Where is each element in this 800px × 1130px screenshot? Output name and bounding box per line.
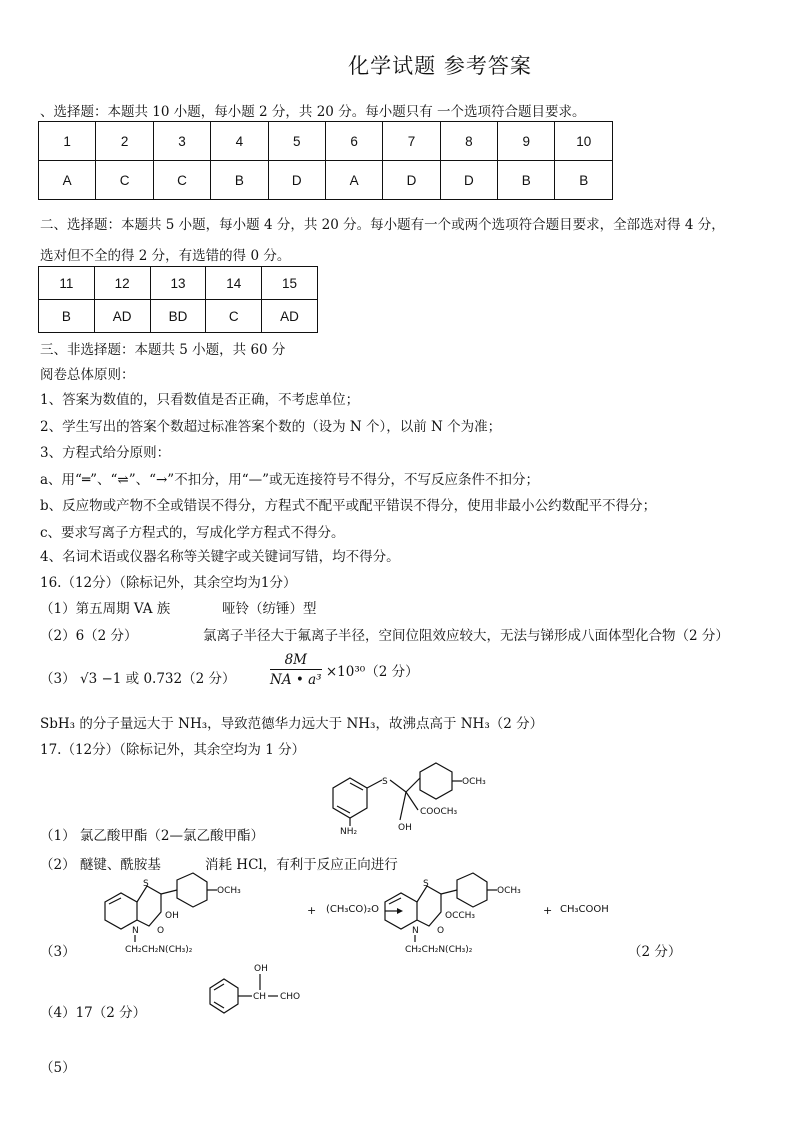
q17-part2-b: 消耗 HCl，有利于反应正向进行 <box>205 857 398 873</box>
q16-part3-fraction <box>270 652 419 688</box>
table-row-numbers <box>39 122 613 161</box>
rule-4: 4、名词术语或仪器名称等关键字或关键词写错，均不得分。 <box>40 549 400 565</box>
rule-1: 1、答案为数值的，只看数值是否正确，不考虑单位； <box>40 392 360 408</box>
label-oh: OH <box>165 911 179 921</box>
label-och3: OCH₃ <box>462 777 486 787</box>
benzene-ring-1 <box>333 778 367 818</box>
q16-part1-b: 哑铃（纺锤）型 <box>222 601 317 617</box>
rule-3a: a、用“═”、“⇌”、“→”不扣分，用“—”或无连接符号不得分，不写反应条件不扣分； <box>40 472 540 488</box>
q16-part3-tail: ×10³⁰（2 分） <box>325 664 419 680</box>
table-cell-question-number-6: 6 <box>325 122 382 161</box>
rule-3b: b、反应物或产物不全或错误不得分，方程式不配平或配平错误不得分，使用非最小公约数配平不得分； <box>40 498 657 514</box>
benzene-ring-2 <box>420 763 452 799</box>
svg-text:CH: CH <box>253 992 267 1002</box>
table-cell-answer-1: B <box>39 300 95 333</box>
section2-answer-table <box>38 266 318 333</box>
q17-part4: （4）17（2 分） <box>40 1005 147 1021</box>
principles-title: 阅卷总体原则： <box>40 367 135 383</box>
table-cell-question-number-9: 9 <box>498 122 555 161</box>
bond <box>400 792 406 820</box>
thiazepine-ring <box>417 886 441 926</box>
table-cell-answer-3: C <box>153 161 210 200</box>
table-cell-question-number-1: 1 <box>39 122 96 161</box>
label-nh2: NH₂ <box>340 827 358 837</box>
reaction-product-structure <box>365 872 565 957</box>
table-row-answers <box>39 161 613 200</box>
bond <box>367 780 382 788</box>
q16-part1-a: （1）第五周期 VA 族 <box>40 601 171 617</box>
bond <box>390 780 406 792</box>
page-title: 化学试题 参考答案 <box>348 54 532 78</box>
structure-4-chemical-drawing <box>200 960 320 1020</box>
reaction-plus-2: + <box>543 904 553 917</box>
table-cell-question-number-2: 2 <box>96 122 153 161</box>
table-row-answers <box>39 300 318 333</box>
table-cell-question-number-3: 13 <box>150 267 206 300</box>
q16-header: 16.（12分）（除标记外，其余空均为1分） <box>40 575 297 591</box>
label-oh: OH <box>254 964 268 974</box>
section2-heading-line2: 选对但不全的得 2 分，有选错的得 0 分。 <box>40 248 291 264</box>
table-cell-answer-6: A <box>325 161 382 200</box>
table-cell-answer-1: A <box>39 161 96 200</box>
label-chain: CH₂CH₂N(CH₃)₂ <box>405 945 473 955</box>
reaction-reactant-structure <box>85 872 275 957</box>
q16-part2-a: （2）6（2 分） <box>40 628 138 644</box>
benzene-ring <box>177 873 207 907</box>
benzene-ring <box>457 873 487 907</box>
thiazepine-ring <box>137 886 161 926</box>
label-och3: OCH₃ <box>497 886 521 896</box>
label-oh: OH <box>398 823 412 833</box>
label-ococh3: OCCH₃ <box>445 911 476 921</box>
q17-part5: （5） <box>40 1060 76 1076</box>
q17-header: 17.（12分）（除标记外，其余空均为 1 分） <box>40 742 306 758</box>
section2-heading-line1: 二、选择题：本题共 5 小题，每小题 4 分，共 20 分。每小题有一个或两个选项符合题目要求，全部选对得 4 分， <box>40 217 725 233</box>
q17-part3-label: （3） <box>40 944 76 960</box>
section3-heading: 三、非选择题：本题共 5 小题，共 60 分 <box>40 342 286 358</box>
section1-answer-table <box>38 121 613 200</box>
fraction-numerator: 8M <box>270 652 322 670</box>
q16-part3-root: √3 −1 或 0.732（2 分） <box>80 671 236 687</box>
table-cell-question-number-10: 10 <box>555 122 613 161</box>
rule-2: 2、学生写出的答案个数超过标准答案个数的（设为 N 个），以前 N 个为准； <box>40 419 502 435</box>
table-cell-question-number-2: 12 <box>94 267 150 300</box>
table-cell-answer-5: AD <box>262 300 318 333</box>
table-row-numbers <box>39 267 318 300</box>
label-och3: OCH₃ <box>217 886 241 896</box>
table-cell-answer-5: D <box>268 161 325 200</box>
table-cell-answer-4: B <box>211 161 268 200</box>
reaction-plus-1: + <box>307 904 317 917</box>
table-cell-question-number-4: 14 <box>206 267 262 300</box>
table-cell-answer-10: B <box>555 161 613 200</box>
table-cell-question-number-5: 5 <box>268 122 325 161</box>
reaction-reagent: (CH₃CO)₂O <box>326 904 380 915</box>
table-cell-answer-7: D <box>383 161 440 200</box>
bond <box>161 890 177 894</box>
q17-part2-a: （2） 醚键、酰胺基 <box>40 857 161 873</box>
rule-3c: c、要求写离子方程式的，写成化学方程式不得分。 <box>40 525 345 541</box>
structure-1-chemical-drawing <box>320 760 520 840</box>
reaction-byproduct: CH₃COOH <box>560 904 609 915</box>
bond <box>406 792 418 810</box>
label-cooch3: COOCH₃ <box>420 807 458 817</box>
table-cell-answer-9: B <box>498 161 555 200</box>
q16-part4: SbH₃ 的分子量远大于 NH₃，导致范德华力远大于 NH₃，故沸点高于 NH₃（2 分） <box>40 716 544 732</box>
label-s: S <box>143 879 149 889</box>
table-cell-question-number-4: 4 <box>211 122 268 161</box>
table-cell-question-number-5: 15 <box>262 267 318 300</box>
rule-3: 3、方程式给分原则： <box>40 445 171 461</box>
label-s: S <box>382 777 388 787</box>
table-cell-question-number-1: 11 <box>39 267 95 300</box>
q17-part1: （1） 氯乙酸甲酯（2—氯乙酸甲酯） <box>40 828 264 844</box>
label-o: O <box>157 926 165 936</box>
bond <box>441 890 457 894</box>
section1-heading: 、选择题：本题共 10 小题，每小题 2 分，共 20 分。每小题只有 一个选项符合题目要求。 <box>40 104 586 120</box>
table-cell-question-number-8: 8 <box>440 122 497 161</box>
label-s: S <box>423 879 429 889</box>
label-o: O <box>437 926 445 936</box>
label-chain: CH₂CH₂N(CH₃)₂ <box>125 945 193 955</box>
label-n: N <box>412 926 419 936</box>
table-cell-answer-2: AD <box>94 300 150 333</box>
fraction-denominator: NA • a³ <box>270 672 322 688</box>
bond <box>406 778 420 792</box>
table-cell-question-number-3: 3 <box>153 122 210 161</box>
label-cho: CHO <box>280 992 301 1002</box>
q16-part3-label: （3） <box>40 671 76 687</box>
label-n: N <box>132 926 139 936</box>
table-cell-answer-4: C <box>206 300 262 333</box>
table-cell-answer-2: C <box>96 161 153 200</box>
table-cell-question-number-7: 7 <box>383 122 440 161</box>
q17-part3-score: （2 分） <box>628 944 682 960</box>
table-cell-answer-3: BD <box>150 300 206 333</box>
q16-part2-b: 氯离子半径大于氟离子半径，空间位阻效应较大，无法与锑形成八面体型化合物（2 分） <box>203 628 729 644</box>
table-cell-answer-8: D <box>440 161 497 200</box>
